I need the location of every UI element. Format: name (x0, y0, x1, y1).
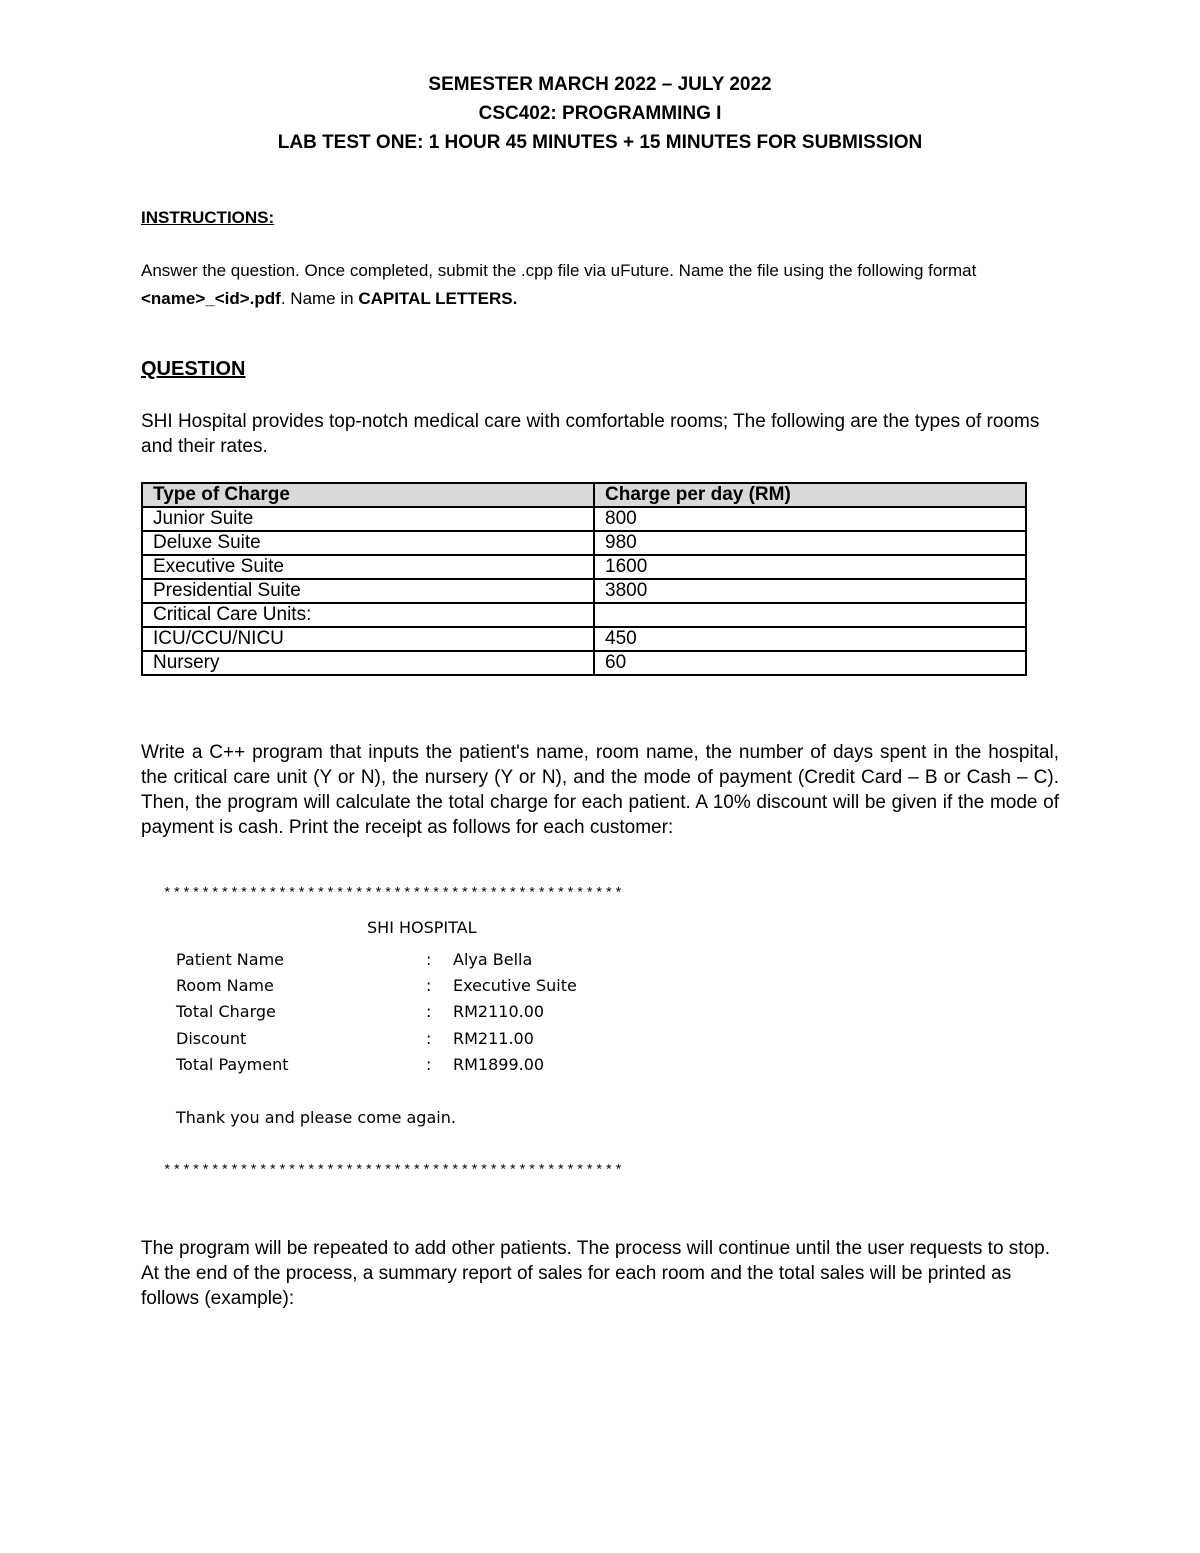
semester-title: SEMESTER MARCH 2022 – JULY 2022 (428, 74, 772, 95)
table-cell: 800 (594, 507, 1026, 531)
receipt-value: RM1899.00 (453, 1055, 545, 1074)
receipt-row-total-charge (176, 1002, 776, 1024)
lab-test-title: LAB TEST ONE: 1 HOUR 45 MINUTES + 15 MINUTES FOR SUBMISSION (277, 132, 923, 153)
receipt-row-room-name (176, 976, 776, 998)
receipt-title: SHI HOSPITAL (367, 918, 477, 937)
table-cell: ICU/CCU/NICU (142, 627, 594, 651)
instructions-text-part1: Answer the question. Once completed, submit the .cpp file via uFuture. Name the file using the following format (141, 261, 977, 280)
table-cell: 60 (594, 651, 1026, 675)
table-cell: Deluxe Suite (142, 531, 594, 555)
receipt-row-patient-name (176, 950, 776, 972)
question-intro: SHI Hospital provides top-notch medical care with comfortable rooms; The following are the types of rooms and their rates. (141, 411, 1040, 457)
table-cell: Junior Suite (142, 507, 594, 531)
receipt-colon: : (426, 976, 432, 995)
table-cell: 980 (594, 531, 1026, 555)
receipt-label: Discount (176, 1029, 247, 1048)
receipt-label: Total Charge (176, 1002, 276, 1021)
table-cell: Nursery (142, 651, 594, 675)
receipt-bottom-border: ************************************************ (163, 1163, 624, 1179)
receipt-thanks: Thank you and please come again. (176, 1108, 456, 1127)
receipt-value: RM211.00 (453, 1029, 534, 1048)
closing-paragraph: The program will be repeated to add other patients. The process will continue until the user requests to stop. At the end of the process, a summary report of sales for each room and the total sales will be printed as follows (example): (141, 1238, 1050, 1309)
receipt-label: Room Name (176, 976, 274, 995)
table-cell: 3800 (594, 579, 1026, 603)
receipt-row-discount (176, 1029, 776, 1051)
header-charge-per-day: Charge per day (RM) (594, 483, 1026, 507)
course-title: CSC402: PROGRAMMING I (478, 103, 722, 124)
receipt-label: Total Payment (176, 1055, 289, 1074)
table-cell: Critical Care Units: (142, 603, 594, 627)
receipt-value: Executive Suite (453, 976, 577, 995)
instructions-heading: INSTRUCTIONS: (141, 208, 275, 227)
receipt-row-total-payment (176, 1055, 776, 1077)
receipt-colon: : (426, 1055, 432, 1074)
receipt-top-border: ************************************************ (163, 886, 624, 902)
receipt-colon: : (426, 950, 432, 969)
task-description: Write a C++ program that inputs the patient's name, room name, the number of days spent in the hospital, the critical care unit (Y or N), the nursery (Y or N), and the mode of payment (Credit Card – B or Cash – C). Then, the program will calculate the total charge for each patient. A 10% discount will be given if the mode of payment is cash. Print the receipt as follows for each customer: (141, 742, 1059, 838)
receipt-colon: : (426, 1029, 432, 1048)
receipt-value: Alya Bella (453, 950, 533, 969)
file-format: <name>_<id>.pdf (141, 289, 281, 308)
receipt-colon: : (426, 1002, 432, 1021)
question-heading: QUESTION (141, 358, 246, 380)
instructions-text-part2: . Name in (280, 289, 359, 308)
table-cell: 1600 (594, 555, 1026, 579)
capital-letters: CAPITAL LETTERS. (358, 289, 518, 308)
table-cell: Presidential Suite (142, 579, 594, 603)
table-cell: Executive Suite (142, 555, 594, 579)
receipt-label: Patient Name (176, 950, 284, 969)
table-cell: 450 (594, 627, 1026, 651)
header-type-of-charge: Type of Charge (142, 483, 594, 507)
receipt-value: RM2110.00 (453, 1002, 545, 1021)
